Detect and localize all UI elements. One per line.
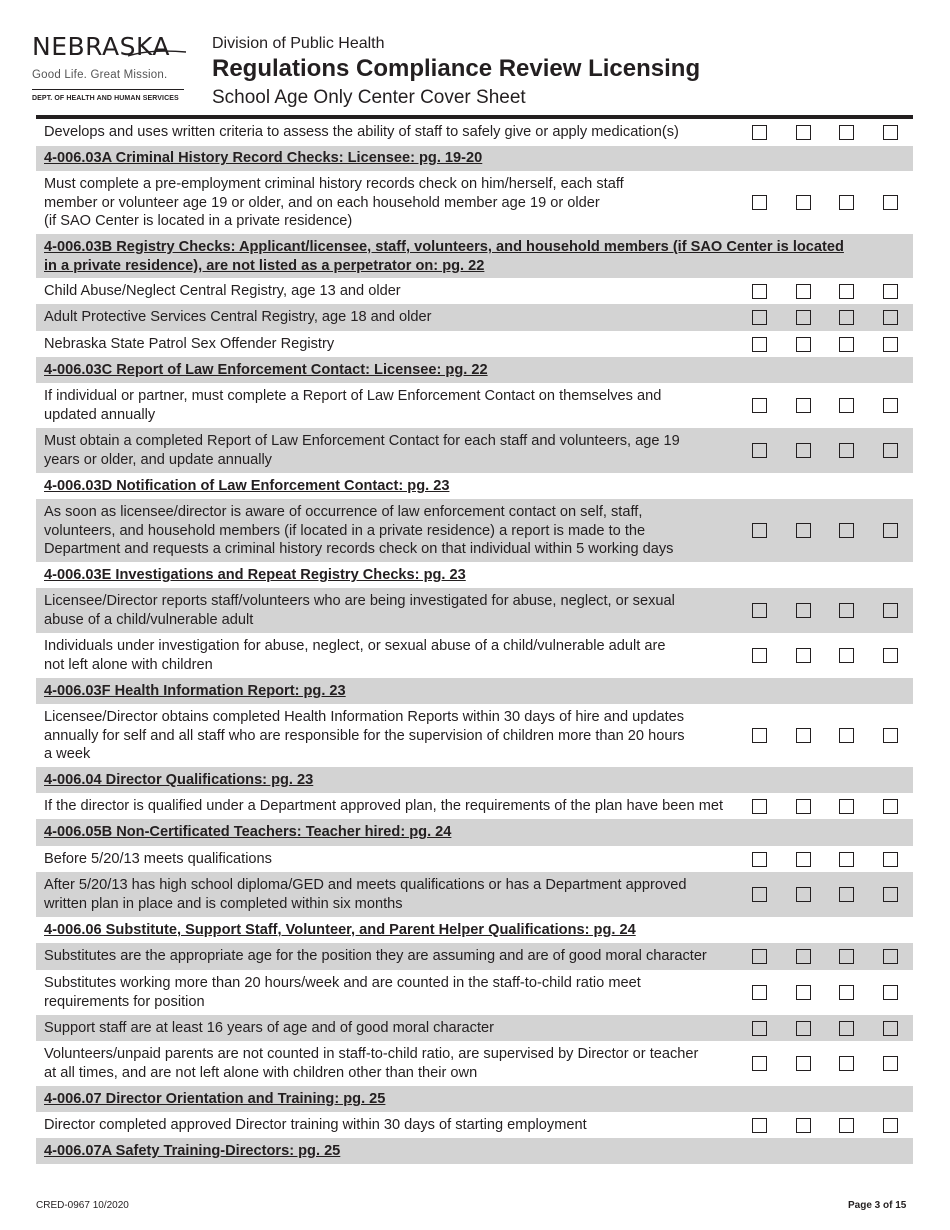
checkbox-col-3[interactable] <box>839 398 854 413</box>
checkbox-col-2[interactable] <box>796 603 811 618</box>
section-heading: 4-006.05B Non-Certificated Teachers: Teacher hired: pg. 24 <box>44 824 452 840</box>
section-heading: 4-006.03D Notification of Law Enforcement Contact: pg. 23 <box>44 478 450 494</box>
checklist-row <box>36 633 913 678</box>
page-header <box>0 0 950 118</box>
checkbox-col-4[interactable] <box>883 799 898 814</box>
requirement-text: Substitutes are the appropriate age for the position they are assuming and are of good moral character <box>44 948 707 964</box>
division-name: Division of Public Health <box>212 35 385 52</box>
checklist-row <box>36 846 913 872</box>
checkbox-col-1[interactable] <box>752 799 767 814</box>
checkbox-col-4[interactable] <box>883 1056 898 1071</box>
checkbox-col-4[interactable] <box>883 949 898 964</box>
checkbox-col-2[interactable] <box>796 949 811 964</box>
section-heading: 4-006.03F Health Information Report: pg. 23 <box>44 683 346 699</box>
section-heading: 4-006.07A Safety Training-Directors: pg. 25 <box>44 1143 341 1159</box>
checkbox-col-3[interactable] <box>839 195 854 210</box>
checkbox-col-3[interactable] <box>839 443 854 458</box>
section-header-row <box>36 819 913 846</box>
checkbox-col-1[interactable] <box>752 949 767 964</box>
section-header-row <box>36 678 913 704</box>
checkbox-col-2[interactable] <box>796 284 811 299</box>
section-heading: 4-006.04 Director Qualifications: pg. 23 <box>44 772 314 788</box>
checklist-row <box>36 383 913 428</box>
checkbox-col-4[interactable] <box>883 603 898 618</box>
checklist-row <box>36 704 913 767</box>
requirement-text: Volunteers/unpaid parents are not counted in staff-to-child ratio, are supervised by Director or teacher at all times, and are not left alone with children other than their own <box>44 1046 699 1081</box>
checkbox-col-1[interactable] <box>752 887 767 902</box>
requirement-text: Must complete a pre-employment criminal history records check on him/herself, each staff member or volunteer age 19 or older, and on each household member age 19 or older (if SAO Center is located in a private residence) <box>44 176 624 229</box>
checkbox-col-1[interactable] <box>752 523 767 538</box>
checklist-row <box>36 1112 913 1138</box>
checkbox-col-3[interactable] <box>839 648 854 663</box>
section-header-row <box>36 146 913 171</box>
requirement-text: Individuals under investigation for abuse, neglect, or sexual abuse of a child/vulnerable adult are not left alone with children <box>44 638 666 673</box>
logo-department: DEPT. OF HEALTH AND HUMAN SERVICES <box>32 95 179 102</box>
requirement-text: After 5/20/13 has high school diploma/GED and meets qualifications or has a Department approved written plan in place and is completed within six months <box>44 877 687 912</box>
checkbox-col-3[interactable] <box>839 310 854 325</box>
checklist-row <box>36 119 913 146</box>
checkbox-col-1[interactable] <box>752 648 767 663</box>
checklist-row <box>36 872 913 917</box>
requirement-text: Director completed approved Director training within 30 days of starting employment <box>44 1117 587 1133</box>
checkbox-col-1[interactable] <box>752 310 767 325</box>
checkbox-col-3[interactable] <box>839 1118 854 1133</box>
section-heading: 4-006.03A Criminal History Record Checks: Licensee: pg. 19-20 <box>44 150 483 166</box>
checkbox-col-3[interactable] <box>839 523 854 538</box>
checkbox-col-3[interactable] <box>839 852 854 867</box>
logo-wordmark: NEBRASKA <box>32 32 171 61</box>
form-id: CRED-0967 10/2020 <box>36 1200 129 1211</box>
checkbox-col-3[interactable] <box>839 337 854 352</box>
checkbox-col-2[interactable] <box>796 728 811 743</box>
checkbox-col-1[interactable] <box>752 603 767 618</box>
section-header-row <box>36 767 913 793</box>
checkbox-col-2[interactable] <box>796 852 811 867</box>
section-heading: 4-006.07 Director Orientation and Training: pg. 25 <box>44 1091 386 1107</box>
requirement-text: Licensee/Director reports staff/volunteers who are being investigated for abuse, neglect, or sexual abuse of a child/vulnerable adult <box>44 593 675 628</box>
checkbox-col-4[interactable] <box>883 284 898 299</box>
page-number: Page 3 of 15 <box>848 1200 907 1211</box>
section-header-row <box>36 917 913 943</box>
checkbox-col-3[interactable] <box>839 1021 854 1036</box>
checkbox-col-4[interactable] <box>883 648 898 663</box>
checkbox-col-4[interactable] <box>883 195 898 210</box>
checklist-row <box>36 793 913 819</box>
checkbox-col-2[interactable] <box>796 125 811 140</box>
checkbox-col-4[interactable] <box>883 728 898 743</box>
requirement-text: Develops and uses written criteria to assess the ability of staff to safely give or apply medication(s) <box>44 124 679 140</box>
requirement-text: Child Abuse/Neglect Central Registry, age 13 and older <box>44 283 401 299</box>
checkbox-col-1[interactable] <box>752 195 767 210</box>
section-heading: 4-006.03C Report of Law Enforcement Contact: Licensee: pg. 22 <box>44 362 488 378</box>
checkbox-col-1[interactable] <box>752 398 767 413</box>
page-subtitle: School Age Only Center Cover Sheet <box>212 87 526 108</box>
checkbox-col-2[interactable] <box>796 398 811 413</box>
checkbox-col-2[interactable] <box>796 310 811 325</box>
section-header-row <box>36 234 913 278</box>
checkbox-col-3[interactable] <box>839 125 854 140</box>
logo-tagline: Good Life. Great Mission. <box>32 69 168 81</box>
requirement-text: Nebraska State Patrol Sex Offender Registry <box>44 336 335 352</box>
section-heading: 4-006.06 Substitute, Support Staff, Volunteer, and Parent Helper Qualifications: pg. 24 <box>44 922 636 938</box>
checkbox-col-1[interactable] <box>752 337 767 352</box>
checkbox-col-1[interactable] <box>752 443 767 458</box>
checkbox-col-2[interactable] <box>796 195 811 210</box>
checklist-table <box>36 119 913 1164</box>
checkbox-col-2[interactable] <box>796 799 811 814</box>
section-header-row <box>36 1086 913 1112</box>
page-title: Regulations Compliance Review Licensing <box>212 55 701 82</box>
checklist-row <box>36 171 913 234</box>
checkbox-col-4[interactable] <box>883 1021 898 1036</box>
checkbox-col-3[interactable] <box>839 728 854 743</box>
logo-swoosh-icon <box>126 42 188 62</box>
logo-divider <box>32 89 184 90</box>
checkbox-col-3[interactable] <box>839 799 854 814</box>
checkbox-col-4[interactable] <box>883 1118 898 1133</box>
checklist-row <box>36 1015 913 1041</box>
section-header-row <box>36 357 913 383</box>
checklist-row <box>36 970 913 1015</box>
checkbox-col-2[interactable] <box>796 1021 811 1036</box>
checkbox-col-1[interactable] <box>752 985 767 1000</box>
nebraska-dhhs-logo <box>30 32 190 108</box>
checklist-row <box>36 331 913 357</box>
requirement-text: Adult Protective Services Central Registry, age 18 and older <box>44 309 432 325</box>
checkbox-col-4[interactable] <box>883 398 898 413</box>
checkbox-col-2[interactable] <box>796 1056 811 1071</box>
requirement-text: Must obtain a completed Report of Law Enforcement Contact for each staff and volunteers, age 19 years or older, and update annually <box>44 433 680 468</box>
checkbox-col-3[interactable] <box>839 603 854 618</box>
checklist-row <box>36 278 913 304</box>
checkbox-col-3[interactable] <box>839 887 854 902</box>
checkbox-col-3[interactable] <box>839 985 854 1000</box>
checkbox-col-2[interactable] <box>796 337 811 352</box>
section-header-row <box>36 473 913 499</box>
checkbox-col-2[interactable] <box>796 985 811 1000</box>
checkbox-col-2[interactable] <box>796 523 811 538</box>
requirement-text: Substitutes working more than 20 hours/week and are counted in the staff-to-child ratio meet requirements for position <box>44 975 641 1010</box>
checkbox-col-1[interactable] <box>752 728 767 743</box>
checkbox-col-4[interactable] <box>883 852 898 867</box>
requirement-text: As soon as licensee/director is aware of occurrence of law enforcement contact on self, staff, volunteers, and household members (if located in a private residence) a report is made to the Department and requests a criminal history records check on that individual within 5 working days <box>44 504 674 557</box>
checkbox-col-1[interactable] <box>752 284 767 299</box>
section-heading: 4-006.03E Investigations and Repeat Registry Checks: pg. 23 <box>44 567 466 583</box>
section-header-row <box>36 562 913 588</box>
checkbox-col-3[interactable] <box>839 284 854 299</box>
checkbox-col-2[interactable] <box>796 1118 811 1133</box>
checkbox-col-3[interactable] <box>839 949 854 964</box>
checklist-row <box>36 588 913 633</box>
section-heading: 4-006.03B Registry Checks: Applicant/licensee, staff, volunteers, and household members (if SAO Center is located in a private residence), are not listed as a perpetrator on: pg. 22 <box>44 239 844 274</box>
checkbox-col-4[interactable] <box>883 523 898 538</box>
checkbox-col-1[interactable] <box>752 125 767 140</box>
checklist-row <box>36 943 913 970</box>
section-header-row <box>36 1138 913 1164</box>
checkbox-col-4[interactable] <box>883 887 898 902</box>
checklist-row <box>36 499 913 562</box>
checkbox-col-4[interactable] <box>883 125 898 140</box>
checkbox-col-4[interactable] <box>883 985 898 1000</box>
requirement-text: Before 5/20/13 meets qualifications <box>44 851 272 867</box>
checkbox-col-4[interactable] <box>883 310 898 325</box>
requirement-text: Support staff are at least 16 years of age and of good moral character <box>44 1020 494 1036</box>
checkbox-col-1[interactable] <box>752 1021 767 1036</box>
checkbox-col-3[interactable] <box>839 1056 854 1071</box>
checkbox-col-1[interactable] <box>752 1118 767 1133</box>
checkbox-col-1[interactable] <box>752 852 767 867</box>
checkbox-col-4[interactable] <box>883 337 898 352</box>
requirement-text: If individual or partner, must complete a Report of Law Enforcement Contact on themselves and updated annually <box>44 388 662 423</box>
checkbox-col-1[interactable] <box>752 1056 767 1071</box>
requirement-text: Licensee/Director obtains completed Health Information Reports within 30 days of hire and updates annually for self and all staff who are responsible for the supervision of children more than 20 hours a week <box>44 709 685 762</box>
checkbox-col-2[interactable] <box>796 887 811 902</box>
checklist-row <box>36 1041 913 1086</box>
requirement-text: If the director is qualified under a Department approved plan, the requirements of the plan have been met <box>44 798 724 814</box>
checklist-row <box>36 428 913 473</box>
checkbox-col-2[interactable] <box>796 648 811 663</box>
checkbox-col-4[interactable] <box>883 443 898 458</box>
checkbox-col-2[interactable] <box>796 443 811 458</box>
checklist-row <box>36 304 913 331</box>
